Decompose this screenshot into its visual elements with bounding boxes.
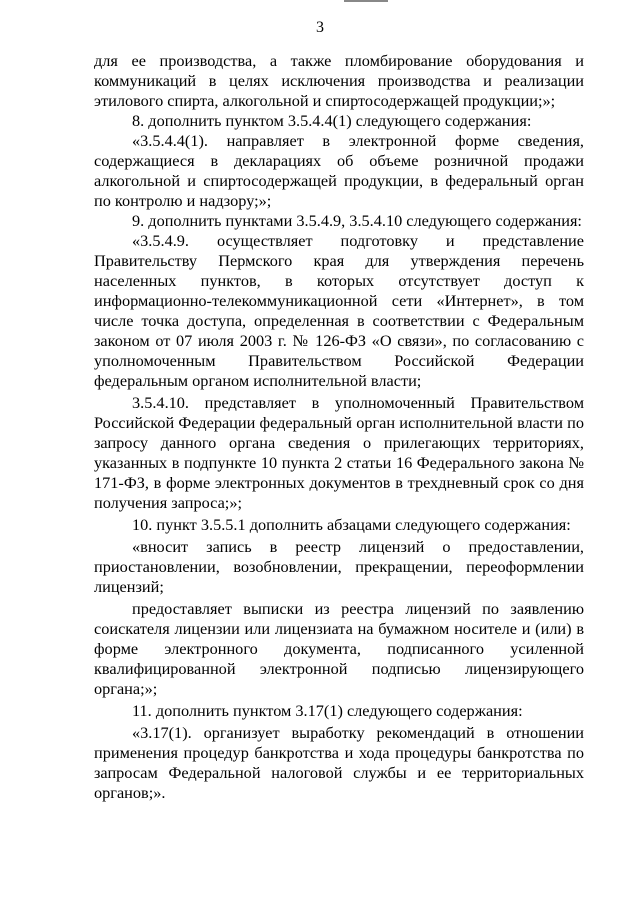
paragraph-extracts: предоставляет выписки из реестра лицензий по заявлению соискателя лицензии или лицензиата на бумажном носителе и (или) в форме электронного документа, подписанного усиленной квалифицированной электронной подписью лицензирующего органа;»; bbox=[94, 599, 584, 698]
paragraph-3-5-4-10: 3.5.4.10. представляет в уполномоченный Правительством Российской Федерации федеральный орган исполнительной власти по запросу данного органа сведения о прилегающих территориях, указанных в подпункте 10 пункта 2 статьи 16 Федерального закона № 171-ФЗ, в форме электронных документов в трехдневный срок со дня получения запроса;»; bbox=[94, 393, 584, 512]
paragraph-item-9: 9. дополнить пунктами 3.5.4.9, 3.5.4.10 следующего содержания: bbox=[132, 211, 582, 230]
paragraph-quote-3-5-4-4-1: «3.5.4.4(1). направляет в электронной форме сведения, содержащиеся в декларациях об объеме розничной продажи алкогольной и спиртосодержащей продукции, в федеральный орган по контролю и надзору;»; bbox=[94, 131, 584, 210]
paragraph-item-10: 10. пункт 3.5.5.1 дополнить абзацами следующего содержания: bbox=[132, 515, 571, 534]
document-body bbox=[94, 51, 584, 803]
paragraph-item-8: 8. дополнить пунктом 3.5.4.4(1) следующего содержания: bbox=[132, 111, 532, 130]
paragraph-quote-3-17-1: «3.17(1). организует выработку рекомендаций в отношении применения процедур банкротства и хода процедуры банкротства по запросам Федеральной налоговой службы и ее территориальных органов;». bbox=[94, 723, 584, 802]
paragraph-quote-3-5-4-9: «3.5.4.9. осуществляет подготовку и представление Правительству Пермского края для утверждения перечень населенных пунктов, в которых отсутствует доступ к информационно-телекоммуникационной сети «Интернет», в том числе точка доступа, определенная в соответствии с Федеральным законом от 07 июля 2003 г. № 126-ФЗ «О связи», по согласованию с уполномоченным Правительством Российской Федерации федеральным органом исполнительной власти; bbox=[94, 231, 584, 390]
paragraph-continuation: для ее производства, а также пломбирование оборудования и коммуникаций в целях исключения производства и реализации этилового спирта, алкогольной и спиртосодержащей продукции;»; bbox=[94, 51, 584, 110]
scan-mark bbox=[344, 0, 388, 2]
page-number: 3 bbox=[316, 19, 324, 36]
paragraph-item-11: 11. дополнить пунктом 3.17(1) следующего содержания: bbox=[132, 701, 523, 720]
paragraph-quote-register: «вносит запись в реестр лицензий о предоставлении, приостановлении, возобновлении, прекращении, переоформлении лицензий; bbox=[94, 537, 584, 596]
